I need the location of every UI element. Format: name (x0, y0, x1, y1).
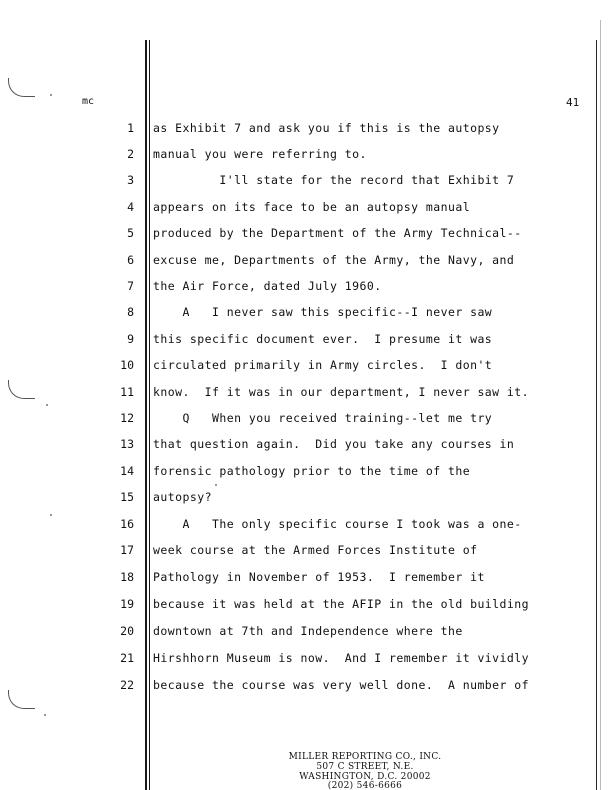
scan-speck (215, 484, 217, 486)
line-number: 19 (120, 597, 134, 611)
line-number: 13 (120, 437, 134, 451)
transcript-line: because the course was very well done. A number of (153, 678, 530, 692)
scan-speck (50, 94, 52, 96)
line-number: 10 (120, 358, 134, 372)
transcript-line: appears on its face to be an autopsy manual (153, 200, 471, 214)
transcript-line: the Air Force, dated July 1960. (153, 279, 382, 293)
right-margin-rule-outer (600, 20, 601, 790)
scan-speck (50, 514, 52, 516)
line-number: 8 (127, 305, 134, 319)
transcript-line: manual you were referring to. (153, 147, 367, 161)
hole-punch-mark (8, 78, 35, 97)
transcript-line: as Exhibit 7 and ask you if this is the autopsy (153, 121, 500, 135)
line-number: 6 (127, 253, 134, 267)
transcript-line: produced by the Department of the Army Technical-- (153, 226, 522, 240)
line-number: 22 (120, 678, 134, 692)
page-number: 41 (566, 96, 580, 109)
line-number: 7 (127, 279, 134, 293)
line-number: 2 (127, 147, 134, 161)
reporting-company-name: MILLER REPORTING CO., INC. (288, 752, 442, 762)
transcript-line: because it was held at the AFIP in the old building (153, 597, 530, 611)
scan-speck (46, 404, 48, 406)
transcript-line: know. If it was in our department, I never saw it. (153, 385, 530, 399)
transcript-line: week course at the Armed Forces Institute of (153, 543, 478, 557)
transcript-line: autopsy? (153, 490, 212, 504)
scan-speck (44, 714, 46, 716)
reporter-initials: mc (82, 96, 95, 107)
right-margin-rule (596, 40, 597, 790)
reporting-company-city: WASHINGTON, D.C. 20002 (299, 772, 431, 782)
hole-punch-mark (8, 690, 35, 709)
transcript-line: this specific document ever. I presume it was (153, 332, 493, 346)
transcript-line: that question again. Did you take any courses in (153, 437, 515, 451)
line-number: 4 (127, 200, 134, 214)
line-number: 3 (127, 173, 134, 187)
line-number: 21 (120, 651, 134, 665)
line-number: 12 (120, 411, 134, 425)
hole-punch-mark (8, 380, 35, 399)
line-number: 11 (120, 385, 134, 399)
line-number: 9 (127, 332, 134, 346)
left-margin-rule-inner (149, 40, 150, 790)
reporting-company-street: 507 C STREET, N.E. (316, 762, 414, 772)
line-number: 17 (120, 543, 134, 557)
transcript-line: I'll state for the record that Exhibit 7 (153, 173, 515, 187)
transcript-line: A The only specific course I took was a one- (153, 517, 522, 531)
transcript-line: circulated primarily in Army circles. I don't (153, 358, 493, 372)
transcript-line: Pathology in November of 1953. I remember it (153, 570, 485, 584)
transcript-line: Hirshhorn Museum is now. And I remember it vividly (153, 651, 530, 665)
line-number: 14 (120, 464, 134, 478)
line-number: 16 (120, 517, 134, 531)
line-number: 20 (120, 624, 134, 638)
line-number: 15 (120, 490, 134, 504)
line-number: 18 (120, 570, 134, 584)
transcript-line: excuse me, Departments of the Army, the Navy, and (153, 253, 515, 267)
transcript-line: Q When you received training--let me try (153, 411, 493, 425)
line-number: 1 (127, 121, 134, 135)
transcript-line: downtown at 7th and Independence where the (153, 624, 463, 638)
left-margin-rule (145, 40, 147, 790)
reporting-company-phone: (202) 546-6666 (327, 781, 403, 790)
transcript-line: forensic pathology prior to the time of the (153, 464, 471, 478)
line-number: 5 (127, 226, 134, 240)
transcript-line: A I never saw this specific--I never saw (153, 305, 493, 319)
